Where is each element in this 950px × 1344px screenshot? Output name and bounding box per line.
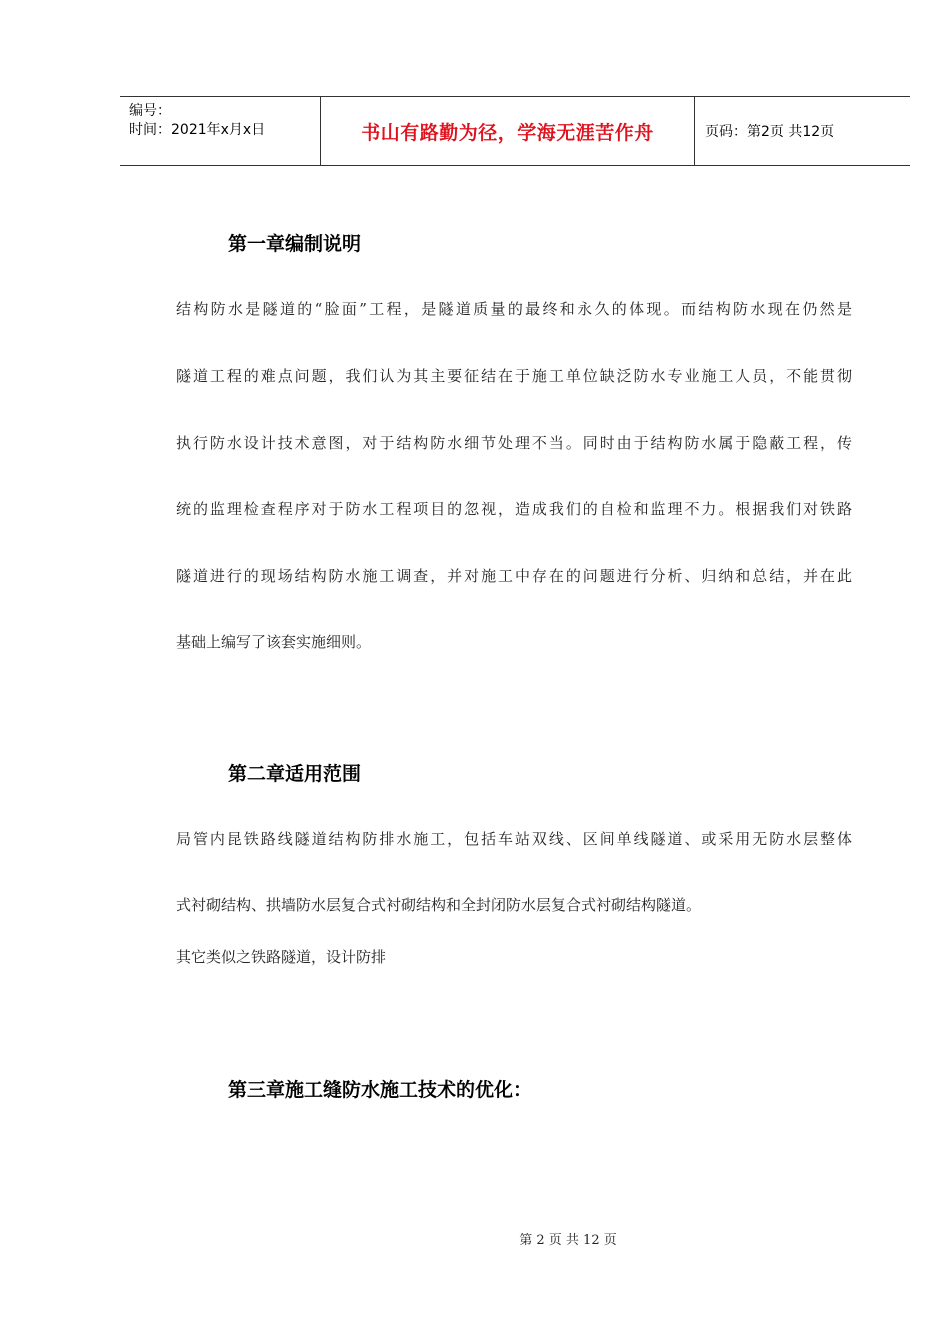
document-date: 时间：2021年x月x日: [129, 122, 266, 138]
chapter-1-title: 第一章编制说明: [228, 233, 362, 255]
chapter-1-line: 统的监理检查程序对于防水工程项目的忽视，造成我们的自检和监理不力。根据我们对铁路: [176, 500, 852, 518]
chapter-2-line: 其它类似之铁路隧道，设计防排: [176, 948, 387, 966]
chapter-1-line: 执行防水设计技术意图，对于结构防水细节处理不当。同时由于结构防水属于隐蔽工程，传: [176, 434, 852, 452]
chapter-1-line: 隧道进行的现场结构防水施工调查，并对施工中存在的问题进行分析、归纳和总结，并在此: [176, 567, 852, 585]
page-footer: 第 2 页 共 12 页: [519, 1233, 617, 1248]
chapter-2-line: 局管内昆铁路线隧道结构防排水施工，包括车站双线、区间单线隧道、或采用无防水层整体: [176, 830, 852, 848]
chapter-1-line: 基础上编写了该套实施细则。: [176, 633, 372, 651]
document-header: [120, 96, 910, 166]
chapter-3-title: 第三章施工缝防水施工技术的优化：: [228, 1079, 533, 1101]
chapter-2-line: 式衬砌结构、拱墙防水层复合式衬砌结构和全封闭防水层复合式衬砌结构隧道。: [176, 896, 702, 914]
document-number-label: 编号：: [129, 103, 171, 119]
header-page-cell: [695, 97, 910, 165]
chapter-1-line: 结构防水是隧道的“脸面”工程，是隧道质量的最终和永久的体现。而结构防水现在仍然是: [176, 300, 852, 318]
header-motto: 书山有路勤为径，学海无涯苦作舟: [321, 97, 695, 165]
chapter-1-line: 隧道工程的难点问题，我们认为其主要征结在于施工单位缺泛防水专业施工人员，不能贯彻: [176, 367, 852, 385]
header-meta-cell: [120, 97, 321, 165]
header-page-info: 页码：第2页 共12页: [705, 124, 835, 140]
chapter-2-title: 第二章适用范围: [228, 763, 362, 785]
